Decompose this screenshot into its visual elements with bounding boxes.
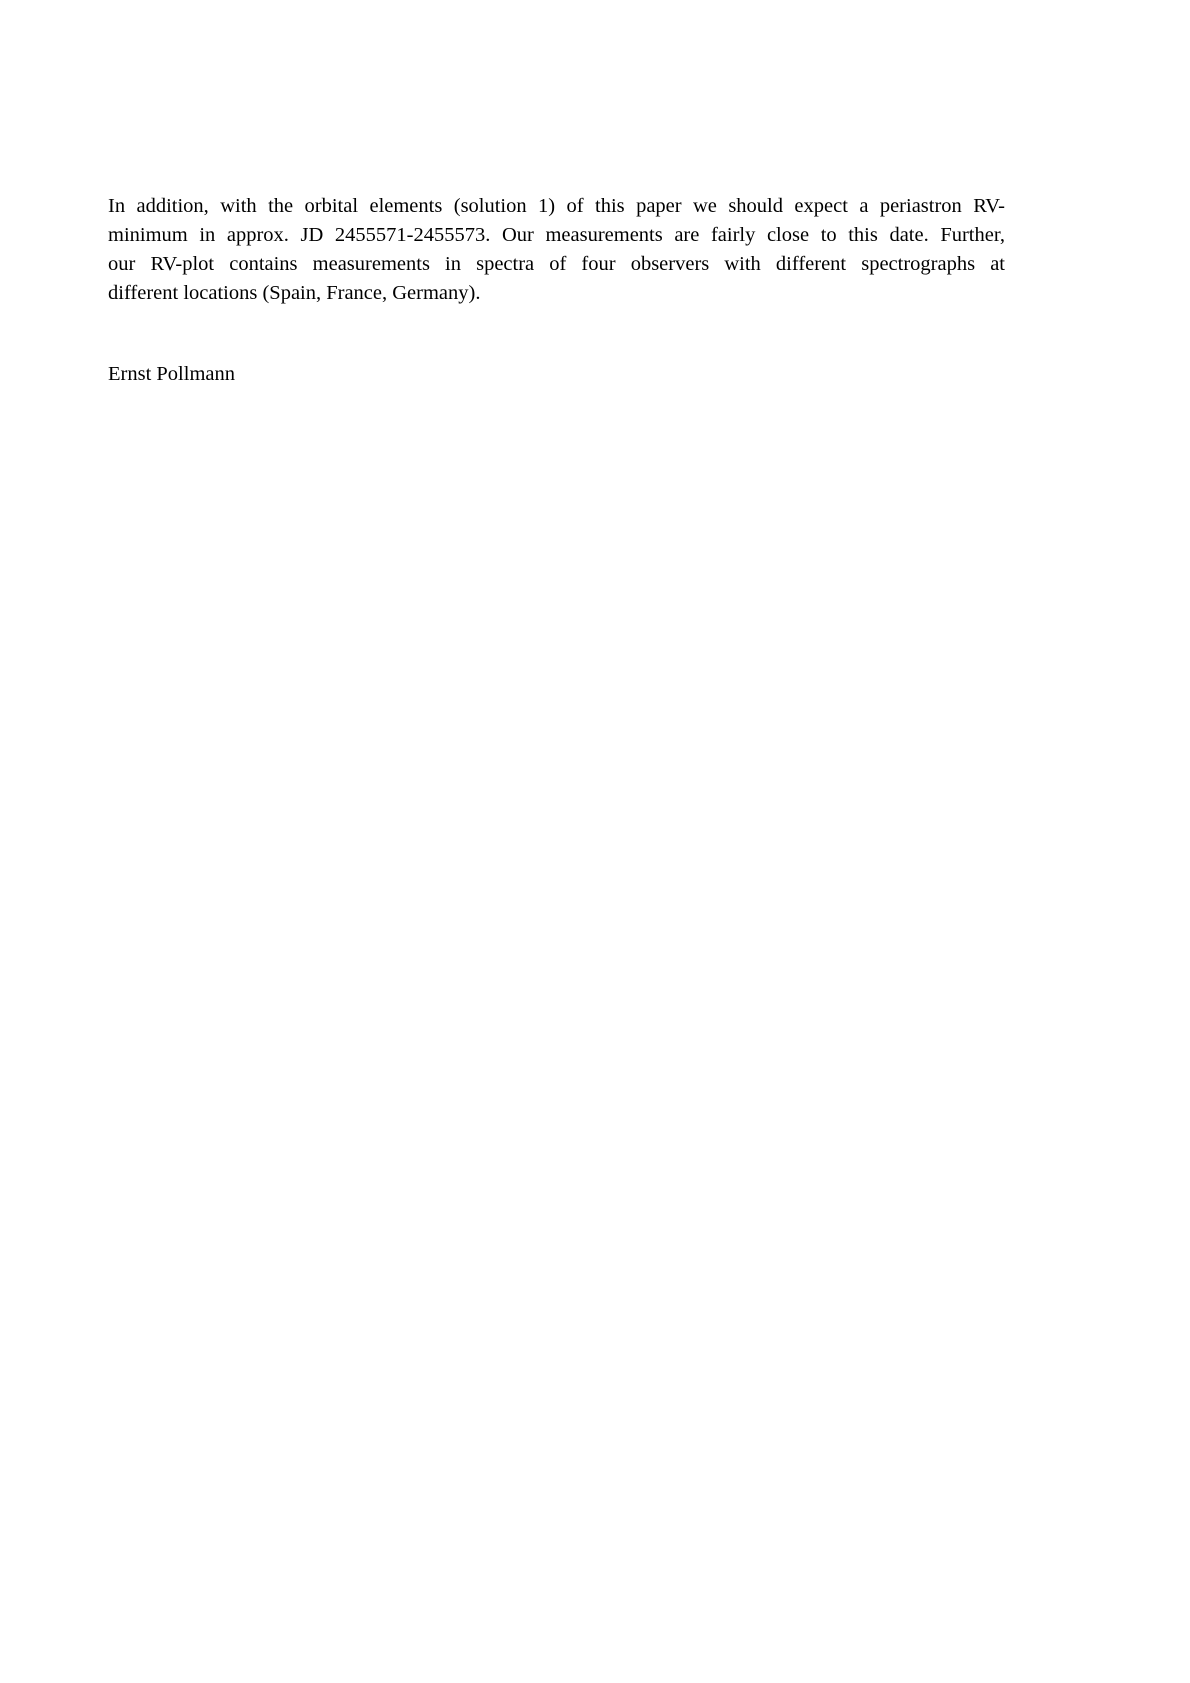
- paragraph-line-1: In addition, with the orbital elements (solution 1) of this paper we should expect a periastron RV-: [108, 195, 1005, 217]
- paragraph-line-4: different locations (Spain, France, Germany).: [108, 282, 481, 304]
- body-paragraph: [108, 192, 1005, 308]
- paragraph-line-2: minimum in approx. JD 2455571-2455573. Our measurements are fairly close to this date. Further,: [108, 224, 1005, 246]
- signature: Ernst Pollmann: [108, 363, 235, 385]
- paragraph-line-3: our RV-plot contains measurements in spectra of four observers with different spectrographs at: [108, 253, 1005, 275]
